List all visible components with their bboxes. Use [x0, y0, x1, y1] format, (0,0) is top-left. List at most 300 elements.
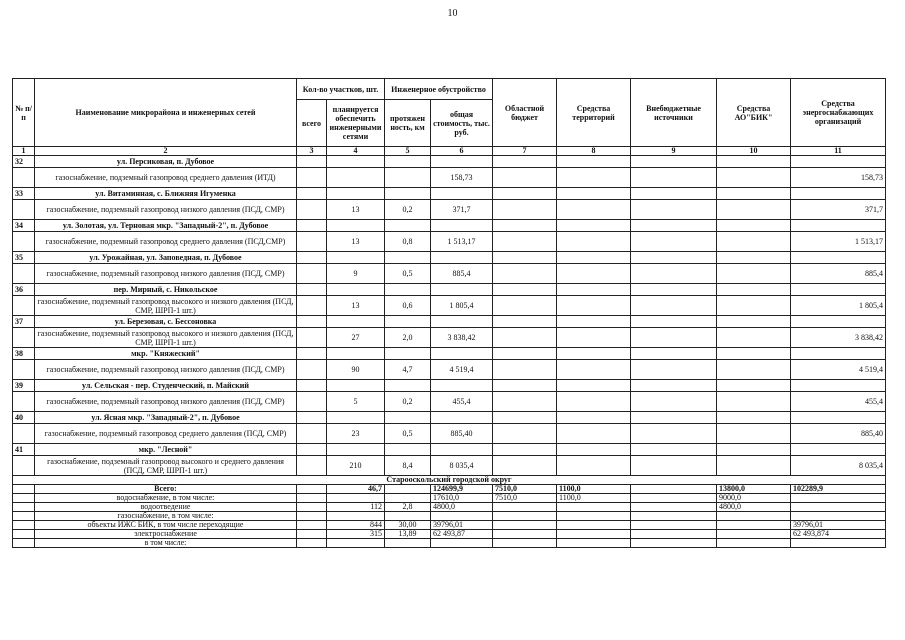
- empty-cell: [297, 168, 327, 188]
- section-number: 41: [13, 444, 35, 456]
- column-number-row: [13, 147, 886, 156]
- empty-cell: [631, 456, 717, 476]
- header-regional: Областной бюджет: [493, 79, 557, 147]
- empty-cell: [717, 232, 791, 252]
- summary-row: [13, 503, 886, 512]
- length-km: 8,4: [385, 456, 431, 476]
- summary-regional: [493, 503, 557, 512]
- empty-cell: [385, 412, 431, 424]
- empty-cell: [297, 412, 327, 424]
- summary-planned: [327, 539, 385, 548]
- summary-offbudget: [631, 530, 717, 539]
- empty-cell: [493, 424, 557, 444]
- empty-cell: [791, 380, 886, 392]
- summary-row: [13, 539, 886, 548]
- empty-cell: [297, 156, 327, 168]
- empty-cell: [631, 444, 717, 456]
- empty-cell: [327, 348, 385, 360]
- empty-cell: [297, 232, 327, 252]
- empty-cell: [557, 188, 631, 200]
- empty-cell: [13, 392, 35, 412]
- summary-length: [385, 494, 431, 503]
- detail-description: газоснабжение, подземный газопровод среднего давления (ПСД, СМР): [35, 424, 297, 444]
- empty-cell: [717, 284, 791, 296]
- empty-cell: [327, 380, 385, 392]
- empty-cell: [557, 380, 631, 392]
- summary-total: [297, 485, 327, 494]
- summary-offbudget: [631, 494, 717, 503]
- total-cost: 4 519,4: [431, 360, 493, 380]
- empty-cell: [631, 412, 717, 424]
- empty-cell: [493, 188, 557, 200]
- energy-funds: 4 519,4: [791, 360, 886, 380]
- empty-cell: [13, 360, 35, 380]
- length-km: 0,2: [385, 392, 431, 412]
- empty-cell: [631, 424, 717, 444]
- summary-regional: [493, 512, 557, 521]
- empty-cell: [791, 444, 886, 456]
- energy-funds: 885,4: [791, 264, 886, 284]
- summary-label: газоснабжение, в том числе:: [35, 512, 297, 521]
- summary-energy: [791, 512, 886, 521]
- energy-funds: 8 035,4: [791, 456, 886, 476]
- section-detail-row: [13, 232, 886, 252]
- empty-cell: [13, 485, 35, 494]
- detail-description: газоснабжение, подземный газопровод среднего давления (ИТД): [35, 168, 297, 188]
- planned-count: 13: [327, 232, 385, 252]
- summary-bik: [717, 530, 791, 539]
- empty-cell: [631, 220, 717, 232]
- empty-cell: [493, 264, 557, 284]
- empty-cell: [717, 380, 791, 392]
- section-title-row: [13, 316, 886, 328]
- summary-territories: [557, 530, 631, 539]
- section-number: 40: [13, 412, 35, 424]
- empty-cell: [13, 168, 35, 188]
- empty-cell: [717, 156, 791, 168]
- column-number-cell: 10: [717, 147, 791, 156]
- summary-energy: [791, 503, 886, 512]
- summary-regional: [493, 539, 557, 548]
- empty-cell: [493, 316, 557, 328]
- summary-territories: [557, 521, 631, 530]
- summary-bik: 9000,0: [717, 494, 791, 503]
- empty-cell: [717, 444, 791, 456]
- empty-cell: [385, 284, 431, 296]
- empty-cell: [557, 200, 631, 220]
- section-detail-row: [13, 456, 886, 476]
- empty-cell: [327, 412, 385, 424]
- empty-cell: [431, 188, 493, 200]
- section-number: 37: [13, 316, 35, 328]
- summary-planned: 112: [327, 503, 385, 512]
- column-number-cell: 8: [557, 147, 631, 156]
- empty-cell: [327, 156, 385, 168]
- section-title: ул. Витаминная, с. Ближняя Игуменка: [35, 188, 297, 200]
- planned-count: 5: [327, 392, 385, 412]
- empty-cell: [493, 252, 557, 264]
- empty-cell: [631, 328, 717, 348]
- section-title-row: [13, 156, 886, 168]
- empty-cell: [631, 200, 717, 220]
- empty-cell: [557, 284, 631, 296]
- total-cost: 885,40: [431, 424, 493, 444]
- empty-cell: [557, 328, 631, 348]
- empty-cell: [557, 156, 631, 168]
- length-km: 4,7: [385, 360, 431, 380]
- empty-cell: [631, 296, 717, 316]
- summary-planned: 844: [327, 521, 385, 530]
- summary-regional: [493, 521, 557, 530]
- empty-cell: [297, 316, 327, 328]
- empty-cell: [385, 444, 431, 456]
- summary-cost: 17610,0: [431, 494, 493, 503]
- header-territories: Средства территорий: [557, 79, 631, 147]
- summary-cost: 39796,01: [431, 521, 493, 530]
- length-km: 0,6: [385, 296, 431, 316]
- summary-regional: [493, 530, 557, 539]
- section-detail-row: [13, 168, 886, 188]
- energy-funds: 1 805,4: [791, 296, 886, 316]
- summary-energy: 39796,01: [791, 521, 886, 530]
- detail-description: газоснабжение, подземный газопровод низкого давления (ПСД, СМР): [35, 200, 297, 220]
- empty-cell: [631, 264, 717, 284]
- summary-offbudget: [631, 512, 717, 521]
- empty-cell: [327, 284, 385, 296]
- total-cost: 371,7: [431, 200, 493, 220]
- empty-cell: [493, 220, 557, 232]
- detail-description: газоснабжение, подземный газопровод среднего давления (ПСД,СМР): [35, 232, 297, 252]
- empty-cell: [297, 188, 327, 200]
- detail-description: газоснабжение, подземный газопровод высокого и низкого давления (ПСД, СМР, ШРП-1 шт.): [35, 296, 297, 316]
- empty-cell: [493, 348, 557, 360]
- section-number: 38: [13, 348, 35, 360]
- empty-cell: [631, 232, 717, 252]
- empty-cell: [717, 348, 791, 360]
- summary-regional: 7510,0: [493, 485, 557, 494]
- empty-cell: [631, 348, 717, 360]
- total-cost: 158,73: [431, 168, 493, 188]
- detail-description: газоснабжение, подземный газопровод низкого давления (ПСД, СМР): [35, 360, 297, 380]
- summary-planned: [327, 512, 385, 521]
- section-title: ул. Березовая, с. Бессоновка: [35, 316, 297, 328]
- empty-cell: [631, 380, 717, 392]
- empty-cell: [493, 156, 557, 168]
- empty-cell: [631, 168, 717, 188]
- header-name: Наименование микрорайона и инженерных сетей: [35, 79, 297, 147]
- energy-funds: 371,7: [791, 200, 886, 220]
- empty-cell: [13, 424, 35, 444]
- empty-cell: [431, 252, 493, 264]
- empty-cell: [717, 220, 791, 232]
- section-title: мкр. "Княжеский": [35, 348, 297, 360]
- length-km: 0,5: [385, 264, 431, 284]
- summary-length: [385, 485, 431, 494]
- empty-cell: [717, 252, 791, 264]
- summary-row: [13, 521, 886, 530]
- summary-row: [13, 494, 886, 503]
- summary-cost: 4800,0: [431, 503, 493, 512]
- empty-cell: [791, 156, 886, 168]
- section-detail-row: [13, 264, 886, 284]
- detail-description: газоснабжение, подземный газопровод низкого давления (ПСД, СМР): [35, 392, 297, 412]
- summary-bik: [717, 539, 791, 548]
- empty-cell: [297, 456, 327, 476]
- header-bik: Средства АО"БИК": [717, 79, 791, 147]
- summary-offbudget: [631, 539, 717, 548]
- empty-cell: [493, 200, 557, 220]
- detail-description: газоснабжение, подземный газопровод высокого и низкого давления (ПСД, СМР, ШРП-1 шт.): [35, 328, 297, 348]
- empty-cell: [13, 512, 35, 521]
- empty-cell: [13, 494, 35, 503]
- empty-cell: [13, 232, 35, 252]
- section-number: 33: [13, 188, 35, 200]
- summary-cost: 62 493,87: [431, 530, 493, 539]
- empty-cell: [297, 424, 327, 444]
- empty-cell: [557, 220, 631, 232]
- empty-cell: [557, 444, 631, 456]
- energy-funds: 1 513,17: [791, 232, 886, 252]
- total-cost: 8 035,4: [431, 456, 493, 476]
- empty-cell: [557, 252, 631, 264]
- empty-cell: [791, 252, 886, 264]
- column-number-cell: 2: [35, 147, 297, 156]
- planned-count: 13: [327, 296, 385, 316]
- empty-cell: [717, 424, 791, 444]
- empty-cell: [717, 360, 791, 380]
- empty-cell: [297, 444, 327, 456]
- detail-description: газоснабжение, подземный газопровод низкого давления (ПСД, СМР): [35, 264, 297, 284]
- planned-count: 210: [327, 456, 385, 476]
- column-number-cell: 11: [791, 147, 886, 156]
- empty-cell: [557, 456, 631, 476]
- section-title: ул. Сельская - пер. Студенческий, п. Майский: [35, 380, 297, 392]
- header-total: всего: [297, 100, 327, 147]
- section-title: ул. Золотая, ул. Терновая мкр. "Западный-2", п. Дубовое: [35, 220, 297, 232]
- summary-label: водоснабжение, в том числе:: [35, 494, 297, 503]
- empty-cell: [557, 168, 631, 188]
- summary-cost: 124699,9: [431, 485, 493, 494]
- section-detail-row: [13, 200, 886, 220]
- empty-cell: [297, 348, 327, 360]
- empty-cell: [297, 284, 327, 296]
- energy-funds: 885,40: [791, 424, 886, 444]
- section-number: 36: [13, 284, 35, 296]
- empty-cell: [327, 220, 385, 232]
- section-title-row: [13, 252, 886, 264]
- summary-total: [297, 512, 327, 521]
- section-title: ул. Урожайная, ул. Заповедная, п. Дубовое: [35, 252, 297, 264]
- column-number-cell: 3: [297, 147, 327, 156]
- section-detail-row: [13, 360, 886, 380]
- column-number-cell: 6: [431, 147, 493, 156]
- empty-cell: [431, 284, 493, 296]
- section-title-row: [13, 412, 886, 424]
- header-infra-group: Инженерное обустройство: [385, 79, 493, 100]
- summary-total: [297, 494, 327, 503]
- summary-row: [13, 485, 886, 494]
- summary-offbudget: [631, 485, 717, 494]
- empty-cell: [13, 503, 35, 512]
- summary-total: [297, 539, 327, 548]
- energy-funds: 455,4: [791, 392, 886, 412]
- total-cost: 1 805,4: [431, 296, 493, 316]
- empty-cell: [327, 316, 385, 328]
- empty-cell: [431, 220, 493, 232]
- empty-cell: [297, 328, 327, 348]
- summary-offbudget: [631, 521, 717, 530]
- empty-cell: [631, 252, 717, 264]
- summary-planned: [327, 494, 385, 503]
- empty-cell: [631, 188, 717, 200]
- empty-cell: [717, 392, 791, 412]
- energy-funds: 158,73: [791, 168, 886, 188]
- summary-label: Всего:: [35, 485, 297, 494]
- planned-count: 13: [327, 200, 385, 220]
- summary-row: [13, 512, 886, 521]
- summary-territories: 1100,0: [557, 494, 631, 503]
- empty-cell: [297, 360, 327, 380]
- summary-planned: 315: [327, 530, 385, 539]
- energy-funds: 3 838,42: [791, 328, 886, 348]
- empty-cell: [557, 424, 631, 444]
- column-number-cell: 9: [631, 147, 717, 156]
- empty-cell: [791, 284, 886, 296]
- section-detail-row: [13, 424, 886, 444]
- column-number-cell: 1: [13, 147, 35, 156]
- summary-cost: [431, 539, 493, 548]
- page-number: 10: [447, 8, 458, 19]
- empty-cell: [385, 188, 431, 200]
- empty-cell: [13, 328, 35, 348]
- planned-count: [327, 168, 385, 188]
- empty-cell: [297, 252, 327, 264]
- empty-cell: [385, 348, 431, 360]
- summary-territories: 1100,0: [557, 485, 631, 494]
- total-cost: 885,4: [431, 264, 493, 284]
- empty-cell: [717, 316, 791, 328]
- empty-cell: [493, 392, 557, 412]
- empty-cell: [13, 264, 35, 284]
- empty-cell: [13, 530, 35, 539]
- section-number: 35: [13, 252, 35, 264]
- empty-cell: [557, 392, 631, 412]
- summary-territories: [557, 503, 631, 512]
- empty-cell: [385, 156, 431, 168]
- empty-cell: [297, 220, 327, 232]
- empty-cell: [557, 296, 631, 316]
- section-title: пер. Мирный, с. Никольское: [35, 284, 297, 296]
- section-title-row: [13, 348, 886, 360]
- empty-cell: [557, 412, 631, 424]
- section-title-row: [13, 220, 886, 232]
- empty-cell: [385, 220, 431, 232]
- summary-length: 2,8: [385, 503, 431, 512]
- summary-label: электроснабжение: [35, 530, 297, 539]
- header-cost: общая стоимость, тыс. руб.: [431, 100, 493, 147]
- empty-cell: [431, 316, 493, 328]
- summary-offbudget: [631, 503, 717, 512]
- empty-cell: [717, 412, 791, 424]
- section-number: 32: [13, 156, 35, 168]
- summary-bik: [717, 521, 791, 530]
- header-planned: планируется обеспечить инженерными сетями: [327, 100, 385, 147]
- length-km: 0,5: [385, 424, 431, 444]
- empty-cell: [791, 316, 886, 328]
- empty-cell: [493, 284, 557, 296]
- region-title: Старооскольский городской округ: [13, 476, 886, 485]
- summary-energy: [791, 494, 886, 503]
- summary-label: объекты ИЖС БИК, в том числе переходящие: [35, 521, 297, 530]
- empty-cell: [557, 264, 631, 284]
- empty-cell: [791, 188, 886, 200]
- detail-description: газоснабжение, подземный газопровод высокого и среднего давления (ПСД, СМР, ШРП-1 шт.): [35, 456, 297, 476]
- section-title-row: [13, 444, 886, 456]
- summary-energy: [791, 539, 886, 548]
- column-number-cell: 5: [385, 147, 431, 156]
- empty-cell: [557, 232, 631, 252]
- region-row: [13, 476, 886, 485]
- empty-cell: [13, 456, 35, 476]
- section-detail-row: [13, 392, 886, 412]
- empty-cell: [493, 296, 557, 316]
- empty-cell: [297, 296, 327, 316]
- empty-cell: [493, 232, 557, 252]
- empty-cell: [297, 264, 327, 284]
- summary-energy: 102289,9: [791, 485, 886, 494]
- empty-cell: [13, 521, 35, 530]
- empty-cell: [297, 392, 327, 412]
- summary-territories: [557, 539, 631, 548]
- summary-territories: [557, 512, 631, 521]
- empty-cell: [431, 156, 493, 168]
- empty-cell: [13, 296, 35, 316]
- empty-cell: [431, 444, 493, 456]
- summary-label: водоотведение: [35, 503, 297, 512]
- summary-planned: 46,7: [327, 485, 385, 494]
- empty-cell: [493, 168, 557, 188]
- summary-bik: 13800,0: [717, 485, 791, 494]
- empty-cell: [431, 412, 493, 424]
- planned-count: 90: [327, 360, 385, 380]
- empty-cell: [327, 252, 385, 264]
- empty-cell: [631, 392, 717, 412]
- empty-cell: [327, 188, 385, 200]
- empty-cell: [385, 252, 431, 264]
- empty-cell: [717, 456, 791, 476]
- empty-cell: [717, 296, 791, 316]
- empty-cell: [13, 200, 35, 220]
- empty-cell: [431, 380, 493, 392]
- header-length: протяжен ность, км: [385, 100, 431, 147]
- section-title: мкр. "Лесной": [35, 444, 297, 456]
- empty-cell: [297, 380, 327, 392]
- summary-regional: 7510,0: [493, 494, 557, 503]
- summary-energy: 62 493,874: [791, 530, 886, 539]
- summary-total: [297, 503, 327, 512]
- header-count-group: Кол-во участков, шт.: [297, 79, 385, 100]
- empty-cell: [557, 348, 631, 360]
- empty-cell: [493, 444, 557, 456]
- header-num: № п/п: [13, 79, 35, 147]
- empty-cell: [631, 360, 717, 380]
- empty-cell: [717, 264, 791, 284]
- length-km: 0,8: [385, 232, 431, 252]
- summary-cost: [431, 512, 493, 521]
- section-detail-row: [13, 328, 886, 348]
- empty-cell: [717, 200, 791, 220]
- length-km: 0,2: [385, 200, 431, 220]
